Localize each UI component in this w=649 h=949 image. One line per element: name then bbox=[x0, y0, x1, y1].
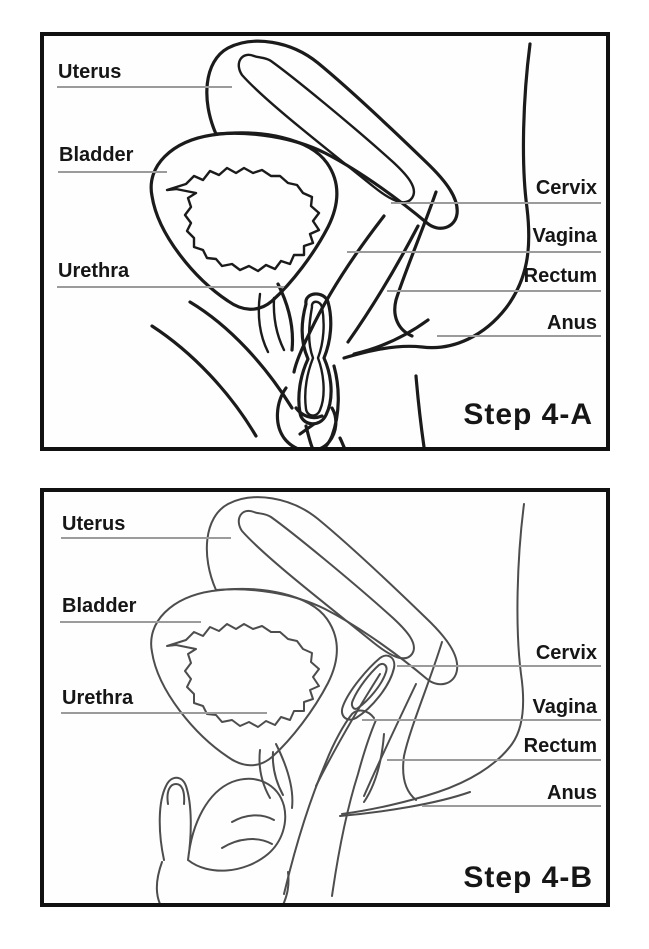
panel-step-4b bbox=[40, 488, 610, 907]
panel-step-4a bbox=[40, 32, 610, 451]
index-finger-drawing bbox=[284, 711, 376, 896]
bladder-drawing bbox=[151, 589, 337, 765]
step-4a-label: Step 4-A bbox=[463, 398, 593, 431]
rectum-leader-line bbox=[387, 290, 601, 292]
uterus-drawing bbox=[207, 41, 457, 228]
vulva-drawing bbox=[276, 734, 384, 808]
insert-device-inner-drawing bbox=[352, 664, 387, 709]
urethra-label: Urethra bbox=[58, 260, 130, 282]
urethra-leader-line bbox=[57, 286, 284, 288]
uterus-leader-line bbox=[57, 86, 232, 88]
vagina-leader-line bbox=[347, 251, 601, 253]
body-outline-drawing bbox=[344, 44, 530, 358]
bladder-drawing bbox=[151, 133, 337, 309]
urethra-label: Urethra bbox=[62, 687, 134, 709]
cervix-leader-line bbox=[391, 202, 601, 204]
body-outline-drawing bbox=[342, 504, 524, 814]
anus-label: Anus bbox=[547, 312, 597, 334]
bladder-label: Bladder bbox=[59, 144, 134, 166]
urethra-leader-line bbox=[61, 712, 267, 714]
anus-leader-line bbox=[437, 335, 601, 337]
rectum-leader-line bbox=[387, 759, 601, 761]
uterus-cavity-drawing bbox=[239, 511, 414, 658]
step-4b-label: Step 4-B bbox=[463, 861, 593, 894]
bladder-inner-wall-drawing bbox=[167, 168, 319, 271]
rectum-label: Rectum bbox=[523, 735, 597, 757]
bladder-label: Bladder bbox=[62, 595, 137, 617]
vagina-label: Vagina bbox=[532, 696, 597, 718]
anus-leader-line bbox=[422, 805, 601, 807]
uterus-label: Uterus bbox=[62, 513, 126, 535]
anatomy-drawing-step-4a bbox=[44, 36, 606, 447]
uterus-cavity-drawing bbox=[239, 55, 414, 202]
vagina-leader-line bbox=[362, 719, 601, 721]
rectum-label: Rectum bbox=[523, 265, 597, 287]
insert-device-drawing bbox=[299, 294, 331, 424]
bladder-leader-line bbox=[58, 171, 167, 173]
uterus-drawing bbox=[207, 497, 457, 684]
vulva-drawing bbox=[278, 284, 428, 447]
vagina-label: Vagina bbox=[532, 225, 597, 247]
cervix-label: Cervix bbox=[535, 177, 597, 199]
vagina-canal-drawing bbox=[316, 674, 416, 796]
rectum-drawing bbox=[340, 642, 470, 816]
anus-label: Anus bbox=[547, 782, 597, 804]
cervix-label: Cervix bbox=[535, 642, 597, 664]
cervix-leader-line bbox=[397, 665, 601, 667]
uterus-leader-line bbox=[61, 537, 231, 539]
bladder-leader-line bbox=[60, 621, 201, 623]
uterus-label: Uterus bbox=[58, 61, 122, 83]
